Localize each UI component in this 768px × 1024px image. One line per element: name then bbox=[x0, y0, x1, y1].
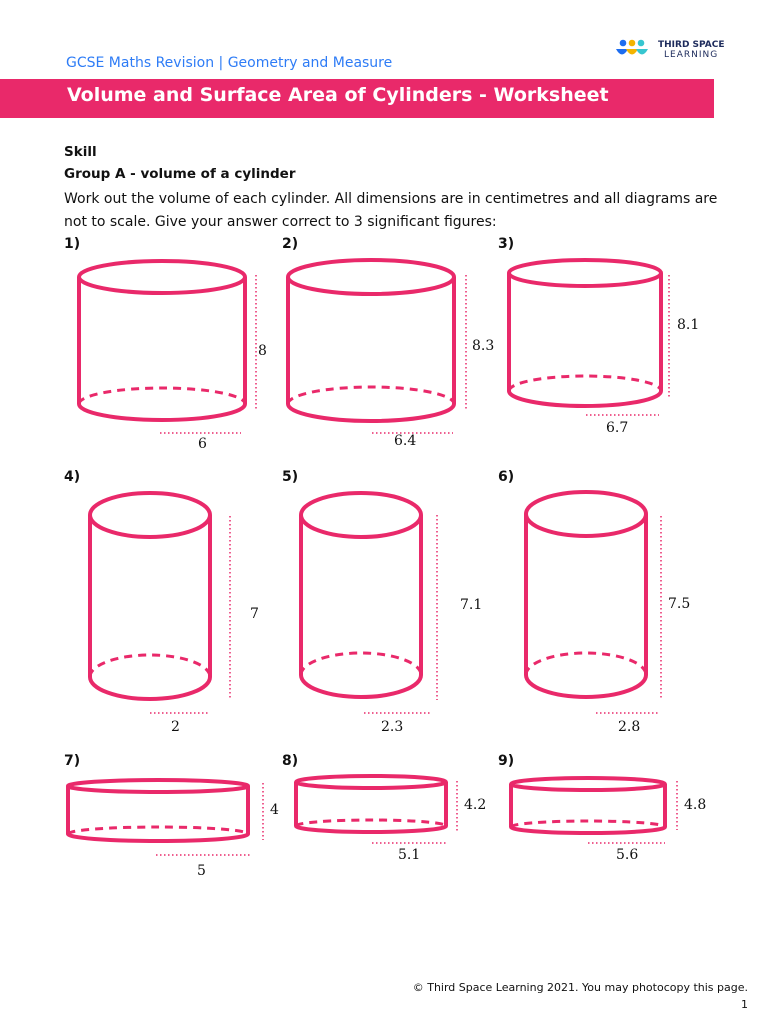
cylinder-3-height: 8.1 bbox=[677, 317, 700, 333]
question-7-number: 7) bbox=[64, 753, 81, 769]
question-8-number: 8) bbox=[282, 753, 299, 769]
cylinder-8-height: 4.2 bbox=[464, 797, 487, 813]
cylinder-7-diameter: 5 bbox=[197, 863, 206, 879]
question-3-number: 3) bbox=[498, 236, 515, 252]
cylinder-4-diameter: 2 bbox=[171, 719, 180, 735]
question-2-number: 2) bbox=[282, 236, 299, 252]
instructions: Work out the volume of each cylinder. All dimensions are in centimetres and all diagrams are not to scale. Give your answer correct to 3 significant figures: bbox=[64, 191, 718, 230]
page-number: 1 bbox=[741, 998, 748, 1011]
question-9-number: 9) bbox=[498, 753, 515, 769]
cylinder-6-height: 7.5 bbox=[668, 596, 691, 612]
cylinder-5-diameter: 2.3 bbox=[381, 719, 404, 735]
page-title: Volume and Surface Area of Cylinders - Worksheet bbox=[67, 84, 609, 106]
question-5-number: 5) bbox=[282, 469, 299, 485]
cylinder-5-height: 7.1 bbox=[460, 597, 483, 613]
question-4-number: 4) bbox=[64, 469, 81, 485]
skill-heading: Skill bbox=[64, 144, 97, 160]
cylinder-3-diagram bbox=[509, 260, 661, 406]
copyright-footer: © Third Space Learning 2021. You may photocopy this page. bbox=[412, 981, 748, 994]
cylinder-6-diameter: 2.8 bbox=[618, 719, 641, 735]
cylinder-9-diameter: 5.6 bbox=[616, 847, 639, 863]
dimension-guides bbox=[150, 275, 677, 855]
subtitle: GCSE Maths Revision | Geometry and Measure bbox=[66, 55, 393, 71]
question-1-number: 1) bbox=[64, 236, 81, 252]
question-6-number: 6) bbox=[498, 469, 515, 485]
group-heading: Group A - volume of a cylinder bbox=[64, 166, 296, 182]
cylinder-8-diagram bbox=[296, 776, 446, 832]
cylinder-4-height: 7 bbox=[250, 606, 259, 622]
logo-line-1: THIRD SPACE bbox=[658, 40, 725, 50]
cylinder-9-diagram bbox=[511, 778, 665, 833]
cylinder-2-diagram bbox=[288, 260, 454, 421]
cylinder-2-height: 8.3 bbox=[472, 338, 495, 354]
cylinder-2-diameter: 6.4 bbox=[394, 433, 417, 449]
cylinder-1-diagram bbox=[79, 261, 245, 420]
cylinder-7-diagram bbox=[68, 780, 248, 841]
cylinder-1-diameter: 6 bbox=[198, 436, 207, 452]
cylinder-5-diagram bbox=[301, 493, 421, 697]
cylinder-1-height: 8 bbox=[258, 343, 267, 359]
cylinder-9-height: 4.8 bbox=[684, 797, 707, 813]
cylinder-3-diameter: 6.7 bbox=[606, 420, 629, 436]
cylinder-7-height: 4 bbox=[270, 802, 279, 818]
cylinder-8-diameter: 5.1 bbox=[398, 847, 421, 863]
cylinder-4-diagram bbox=[90, 493, 210, 699]
logo-line-2: LEARNING bbox=[664, 50, 719, 60]
cylinder-6-diagram bbox=[526, 492, 646, 697]
